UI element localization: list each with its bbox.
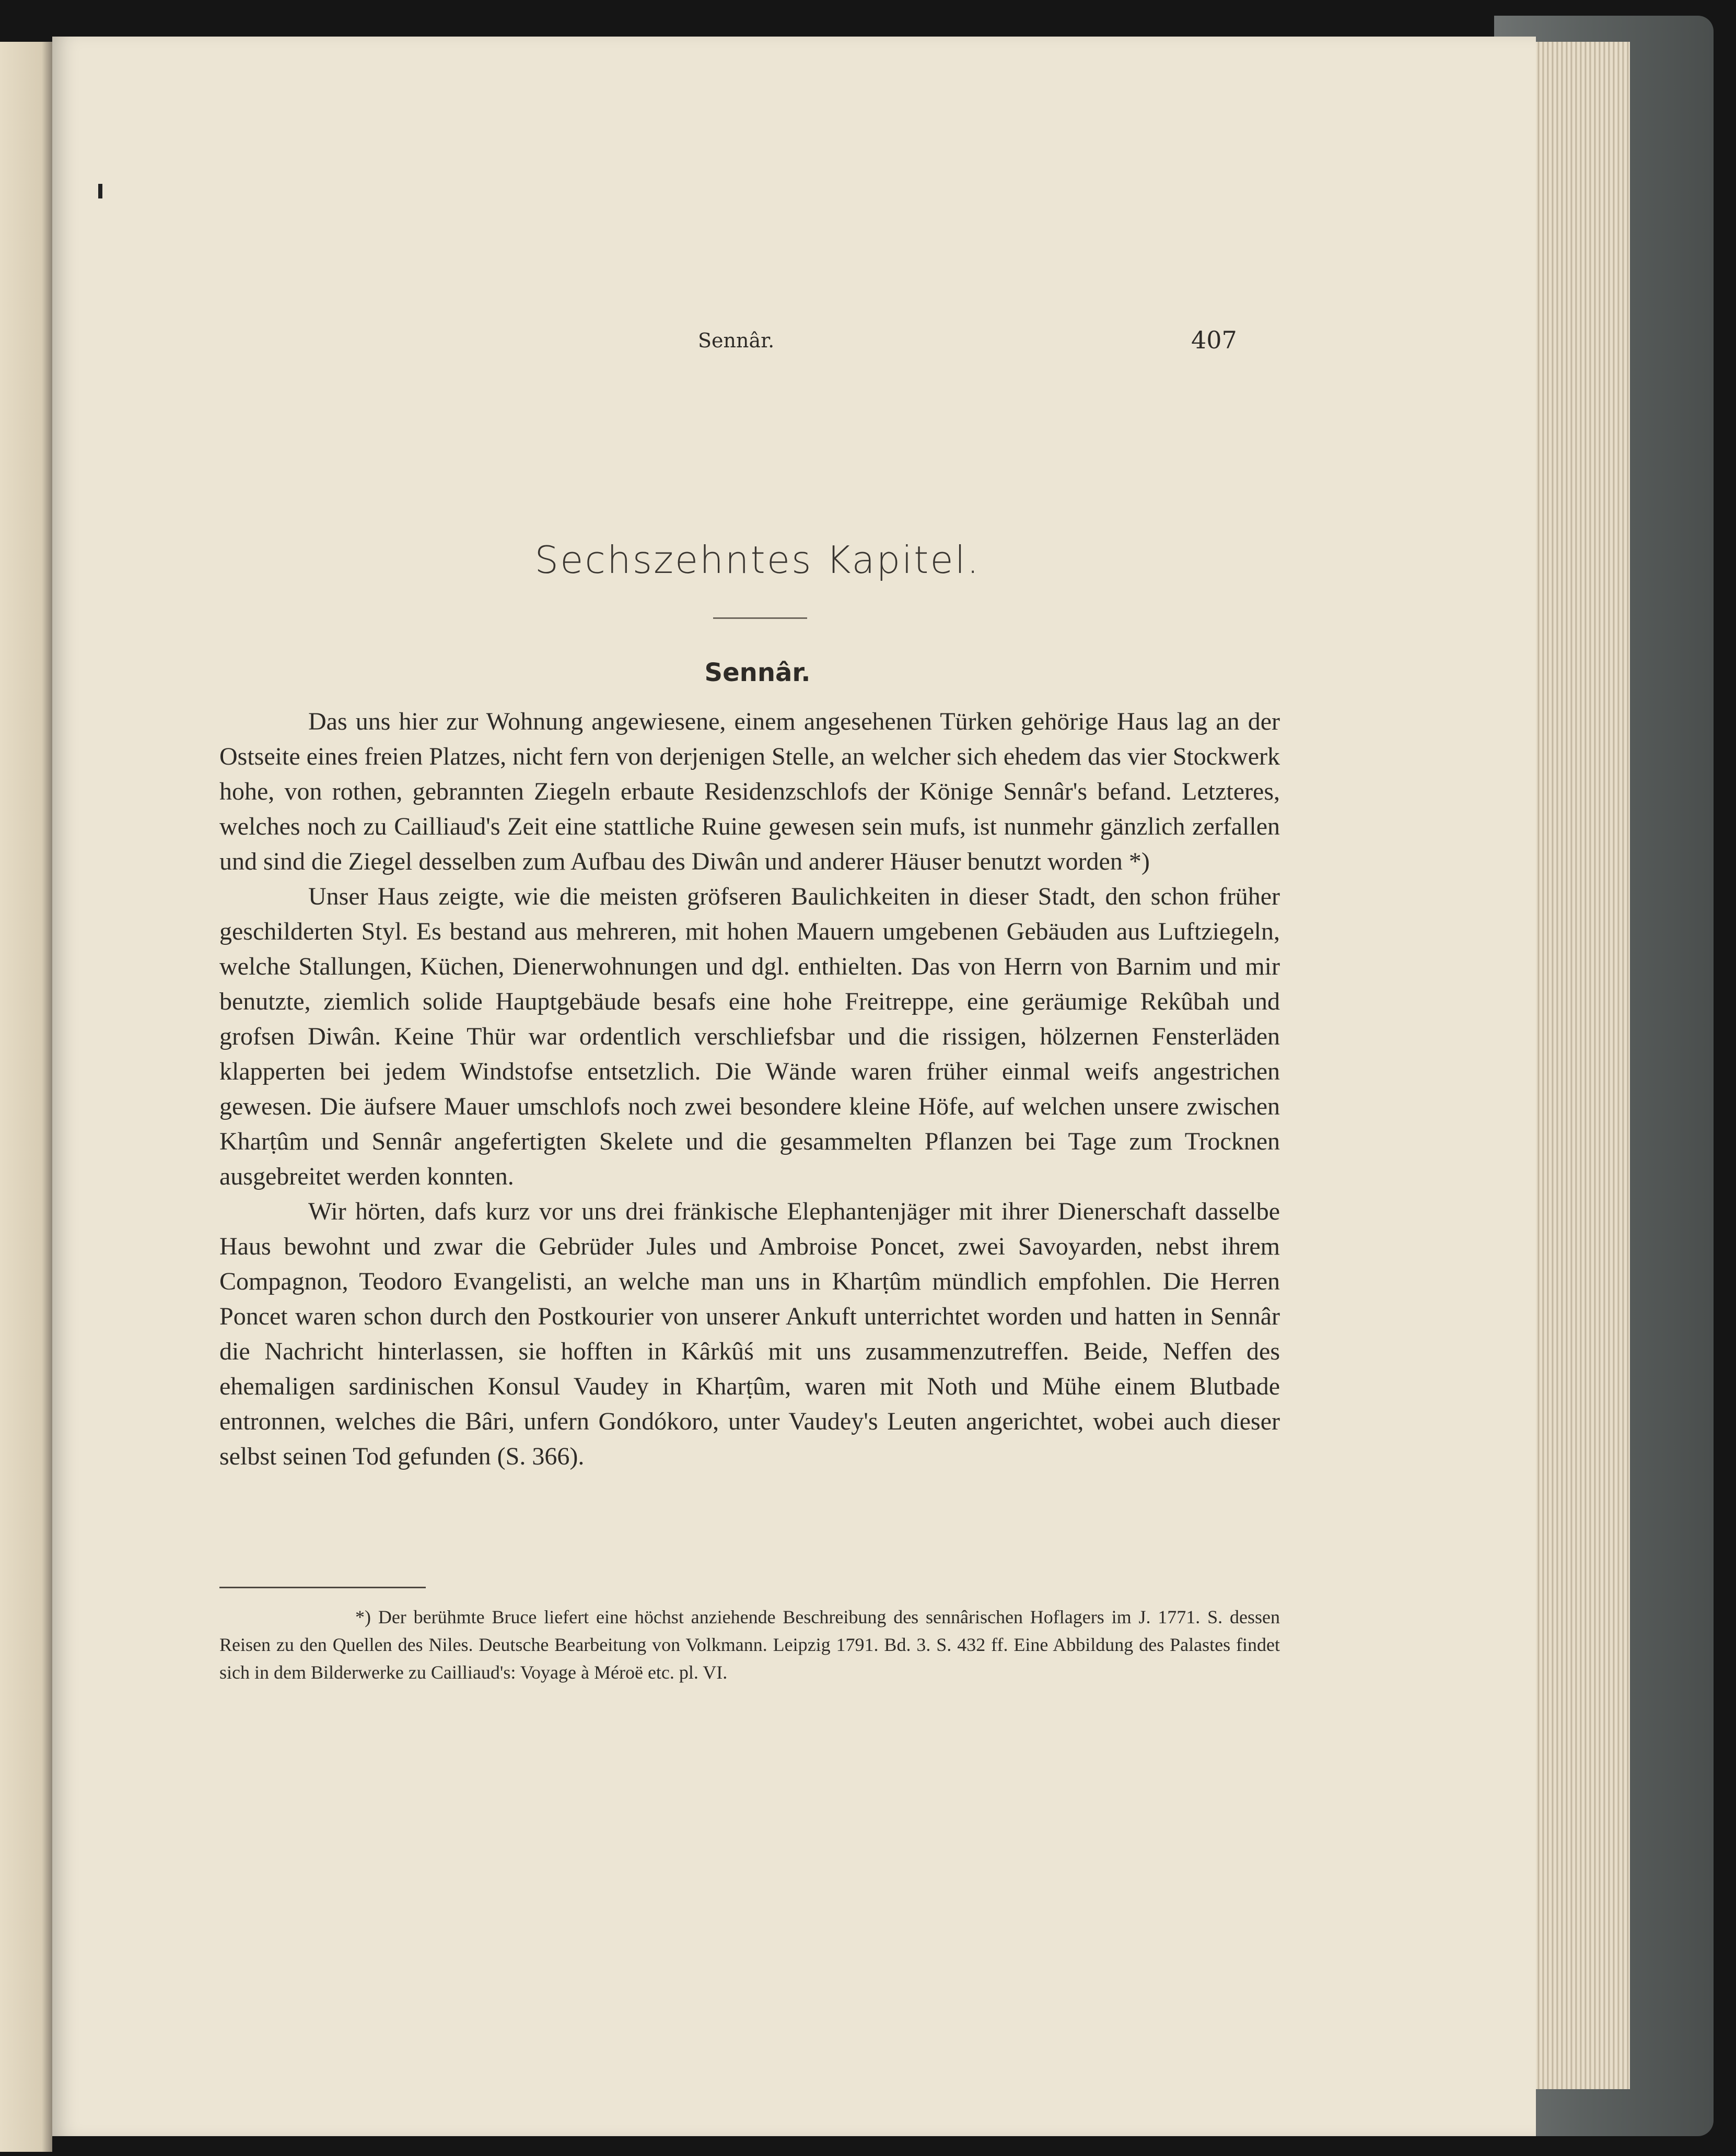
footnote-text: *) Der berühmte Bruce liefert eine höchst anziehende Beschreibung des sennârischen Hoflagers im J. 1771. S. dessen Reisen zu den Quellen des Niles. Deutsche Bearbeitung von Volkmann. Leipzig 1791. Bd. 3. S. 432 ff. Eine Abbildung des Palastes findet sich in dem Bilderwerke zu Cailliaud's: Voyage à Méroë etc. pl. VI. <box>219 1607 1280 1683</box>
page-edges <box>1525 42 1630 2089</box>
paragraph: Wir hörten, dafs kurz vor uns drei fränkische Elephantenjäger mit ihrer Dienerschaft dasselbe Haus bewohnt und zwar die Gebrüder Jules und Ambroise Poncet, zwei Savoyarden, nebst ihrem Compagnon, Teodoro Evangelisti, an welche man uns in Kharṭûm mündlich empfohlen. Die Herren Poncet waren schon durch den Postkourier von unserer Ankuft unterrichtet worden und hatten in Sennâr die Nachricht hinterlassen, sie hofften in Kârkûś mit uns zusammenzutreffen. Beide, Neffen des ehemaligen sardinischen Konsul Vaudey in Kharṭûm, waren mit Noth und Mühe einem Blutbade entronnen, welches die Bâri, unfern Gondókoro, unter Vaudey's Leuten angerichtet, wobei auch dieser selbst seinen Tod gefunden (S. 366). <box>219 1198 1280 1470</box>
paragraph: Das uns hier zur Wohnung angewiesene, einem angesehenen Türken gehörige Haus lag an der Ostseite eines freien Platzes, nicht fern von derjenigen Stelle, an welcher sich ehedem das vier Stockwerk hohe, von rothen, gebrannten Ziegeln erbaute Residenzschlofs der Könige Sennâr's befand. Letzteres, welches noch zu Cailliaud's Zeit eine stattliche Ruine gewesen sein mufs, ist nunmehr gänzlich zerfallen und sind die Ziegel desselben zum Aufbau des Diwân und anderer Häuser benutzt worden *) <box>219 708 1280 875</box>
title-rule <box>713 617 807 619</box>
previous-page-edge <box>0 42 52 2152</box>
footnote <box>219 1603 1280 1686</box>
body-text <box>219 704 1280 1474</box>
paragraph: Unser Haus zeigte, wie die meisten gröfseren Baulichkeiten in dieser Stadt, den schon früher geschilderten Styl. Es bestand aus mehreren, mit hohen Mauern umgebenen Gebäuden aus Luftziegeln, welche Stallungen, Küchen, Dienerwohnungen und dgl. enthielten. Das von Herrn von Barnim und mir benutzte, ziemlich solide Hauptgebäude besafs eine hohe Freitreppe, eine geräumige Rekûbah und grofsen Diwân. Keine Thür war ordentlich verschliefsbar und die rissigen, hölzernen Fensterläden klapperten bei jedem Windstofse entsetzlich. Die Wände waren früher einmal weifs angestrichen gewesen. Die äufsere Mauer umschlofs noch zwei besondere kleine Höfe, auf welchen unsere zwischen Kharṭûm und Sennâr angefertigten Skelete und die gesammelten Pflanzen bei Tage zum Trocknen ausgebreitet werden konnten. <box>219 883 1280 1190</box>
running-head <box>52 319 1536 360</box>
running-title: Sennâr. <box>698 329 775 352</box>
book-page <box>52 37 1536 2136</box>
page-number: 407 <box>1191 326 1237 354</box>
chapter-title: Sechszehntes Kapitel. <box>534 538 981 582</box>
footnote-rule <box>219 1587 426 1588</box>
section-heading: Sennâr. <box>704 658 811 687</box>
print-mark <box>98 184 102 198</box>
